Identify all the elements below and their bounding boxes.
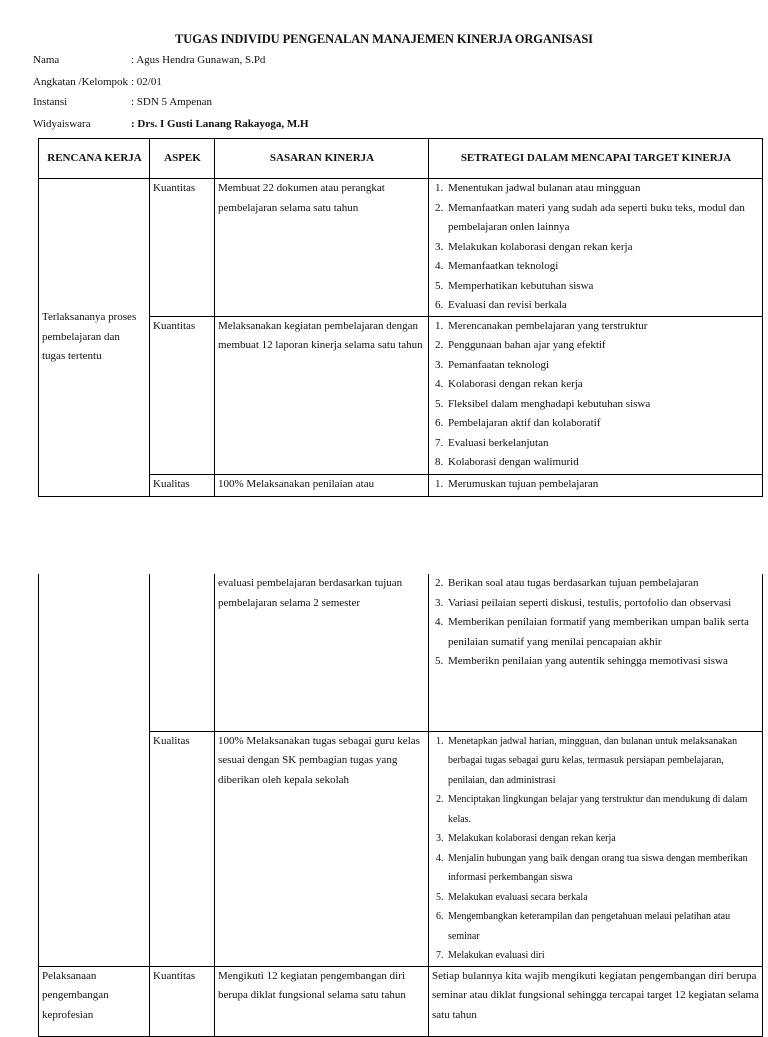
aspect-cell: Kuantitas — [150, 179, 215, 317]
list-item: 5. Fleksibel dalam menghadapi kebutuhan siswa — [446, 395, 760, 415]
strategy-cell — [429, 179, 763, 317]
aspect-cell: Kuantitas — [150, 966, 215, 1036]
strategy-list — [432, 179, 760, 316]
document-title: TUGAS INDIVIDU PENGENALAN MANAJEMEN KINERJA ORGANISASI — [175, 32, 593, 46]
header-strategi: SETRATEGI DALAM MENCAPAI TARGET KINERJA — [429, 139, 763, 179]
target-cell: 100% Melaksanakan penilaian atau — [215, 474, 429, 496]
list-item: 8. Kolaborasi dengan walimurid — [446, 453, 760, 473]
list-item: 7. Evaluasi berkelanjutan — [446, 434, 760, 454]
list-item: 1. Merencanakan pembelajaran yang terstruktur — [446, 317, 760, 337]
list-item: 3. Pemanfaatan teknologi — [446, 356, 760, 376]
list-item: 5. Melakukan evaluasi secara berkala — [446, 888, 760, 908]
list-item: 3. Melakukan kolaborasi dengan rekan kerja — [446, 238, 760, 258]
info-value: : SDN 5 Ampenan — [131, 96, 212, 108]
strategy-list — [432, 317, 760, 473]
plan-text: Pelaksanaan pengembangan keprofesian — [42, 969, 109, 1021]
header-sasaran-kinerja: SASARAN KINERJA — [215, 139, 429, 179]
info-value: : Drs. I Gusti Lanang Rakayoga, M.H — [131, 118, 309, 130]
info-value: : Agus Hendra Gunawan, S.Pd — [131, 54, 266, 66]
plan-cell-continued — [39, 574, 150, 966]
target-cell: 100% Melaksanakan tugas sebagai guru kelas sesuai dengan SK pembagian tugas yang diberikan oleh kepala sekolah — [215, 731, 429, 966]
list-item: 1. Merumuskan tujuan pembelajaran — [446, 475, 760, 495]
list-item: 6. Evaluasi dan revisi berkala — [446, 296, 760, 316]
strategy-list — [432, 732, 760, 966]
performance-table-page1 — [38, 138, 763, 497]
info-value: : 02/01 — [131, 76, 162, 88]
plan-cell — [39, 966, 150, 1036]
list-item: 3. Melakukan kolaborasi dengan rekan kerja — [446, 829, 760, 849]
performance-table-page2 — [38, 574, 763, 1037]
list-item: 1. Menentukan jadwal bulanan atau mingguan — [446, 179, 760, 199]
aspect-cell: Kualitas — [150, 474, 215, 496]
list-item: 4. Kolaborasi dengan rekan kerja — [446, 375, 760, 395]
list-item: 5. Memberikn penilaian yang autentik sehingga memotivasi siswa — [446, 652, 760, 672]
list-item: 2. Berikan soal atau tugas berdasarkan tujuan pembelajaran — [446, 574, 760, 594]
strategy-cell — [429, 316, 763, 474]
strategy-cell — [429, 474, 763, 496]
info-label: Instansi — [33, 96, 68, 108]
list-item: 2. Memanfaatkan materi yang sudah ada seperti buku teks, modul dan pembelajaran onlen lainnya — [446, 199, 760, 238]
target-cell: Melaksanakan kegiatan pembelajaran dengan membuat 12 laporan kinerja selama satu tahun — [215, 316, 429, 474]
header-aspek: ASPEK — [150, 139, 215, 179]
target-cell: Membuat 22 dokumen atau perangkat pembelajaran selama satu tahun — [215, 179, 429, 317]
list-item: 1. Menetapkan jadwal harian, mingguan, dan bulanan untuk melaksanakan berbagai tugas sebagai guru kelas, termasuk persiapan pembelajaran, penilaian, dan administrasi — [446, 732, 760, 791]
plan-cell — [39, 179, 150, 497]
info-label: Angkatan /Kelompok — [33, 76, 129, 88]
list-item: 3. Variasi peilaian seperti diskusi, testulis, portofolio dan observasi — [446, 594, 760, 614]
list-item: 6. Pembelajaran aktif dan kolaboratif — [446, 414, 760, 434]
header-rencana-kerja: RENCANA KERJA — [39, 139, 150, 179]
aspect-cell: Kuantitas — [150, 316, 215, 474]
list-item: 4. Memanfaatkan teknologi — [446, 257, 760, 277]
list-item: 7. Melakukan evaluasi diri — [446, 946, 760, 966]
aspect-cell: Kualitas — [150, 731, 215, 966]
list-item: 4. Menjalin hubungan yang baik dengan orang tua siswa dengan memberikan informasi perkembangan siswa — [446, 849, 760, 888]
list-item: 2. Penggunaan bahan ajar yang efektif — [446, 336, 760, 356]
list-item: 5. Memperhatikan kebutuhan siswa — [446, 277, 760, 297]
info-label: Nama — [33, 54, 60, 66]
plan-text: Terlaksananya proses pembelajaran dan tugas tertentu — [42, 311, 137, 362]
info-label: Widyaiswara — [33, 118, 91, 130]
list-item: 2. Menciptakan lingkungan belajar yang terstruktur dan mendukung di dalam kelas. — [446, 790, 760, 829]
strategy-cell — [429, 731, 763, 966]
strategy-list — [432, 475, 760, 495]
aspect-cell — [150, 574, 215, 731]
strategy-list — [432, 574, 760, 672]
list-item: 6. Mengembangkan keterampilan dan pengetahuan melaui pelatihan atau seminar — [446, 907, 760, 946]
strategy-cell: Setiap bulannya kita wajib mengikuti kegiatan pengembangan diri berupa seminar atau diklat fungsional sehingga tercapai target 12 kegiatan selama satu tahun — [429, 966, 763, 1036]
strategy-cell — [429, 574, 763, 731]
target-cell: evaluasi pembelajaran berdasarkan tujuan pembelajaran selama 2 semester — [215, 574, 429, 731]
list-item: 4. Memberikan penilaian formatif yang memberikan umpan balik serta penilaian sumatif yang menilai pencapaian akhir — [446, 613, 760, 652]
target-cell: Mengikuti 12 kegiatan pengembangan diri berupa diklat fungsional selama satu tahun — [215, 966, 429, 1036]
